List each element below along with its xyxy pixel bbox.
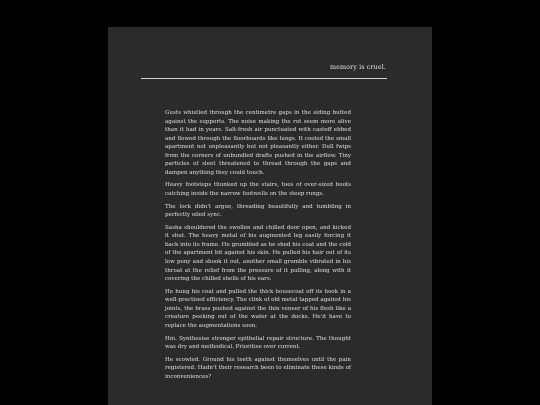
book-page [108,27,432,405]
paragraph: He hung his coat and pulled the thick housecoat off its hook in a well-practised efficiency. The clink of old metal tapped against his joints, the brass pushed against the thin veneer of his flesh like a creature peeking out of the water at the docks. He'd have to replace the augmentations soon. [165,288,351,329]
paragraph: Gusts whistled through the centimetre gaps in the siding butted against the supports. The noise making the rot seem more alive than it had in years. Salt-fresh air punctuated with castoff ebbed and flowed through the floorboards like lungs. It cooled the small apartment not unpleasantly but not pleasantly either. Dull fwips from the corners of unbundled drafts pushed in the airflow. Tiny particles of sleet threatened to thread through the gaps and dampen anything they could touch. [165,110,351,176]
body-text [165,109,351,386]
running-head: memory is cruel. [329,63,386,71]
paragraph: The lock didn't argue, threading beautifully and tumbling in perfectly oiled sync. [165,203,351,219]
paragraph: He scowled. Ground his teeth against themselves until the pain registered. Hadn't their research been to eliminate these kinds of inconveniences? [165,356,351,380]
header-rule [141,78,387,79]
paragraph: Sasha shouldered the swollen and chilled door open, and kicked it shut. The heavy metal of his augmented leg easily forcing it back into its frame. He grumbled as he shed his coat and the cold of the apartment bit against his skin. He pulled his hair out of its low pony and shook it out, another small grumble vibrated in his throat at the relief from the pressure of it pulling, along with it covering the chilled shells of his ears. [165,224,351,283]
paragraph: Heavy footsteps thunked up the stairs, toes of over-sized boots catching inside the narrow footwells on the steep rungs. [165,182,351,198]
paragraph: Hm. Synthesise stronger epithelial repair structure. The thought was dry and methodical. Prioritise over current. [165,335,351,351]
